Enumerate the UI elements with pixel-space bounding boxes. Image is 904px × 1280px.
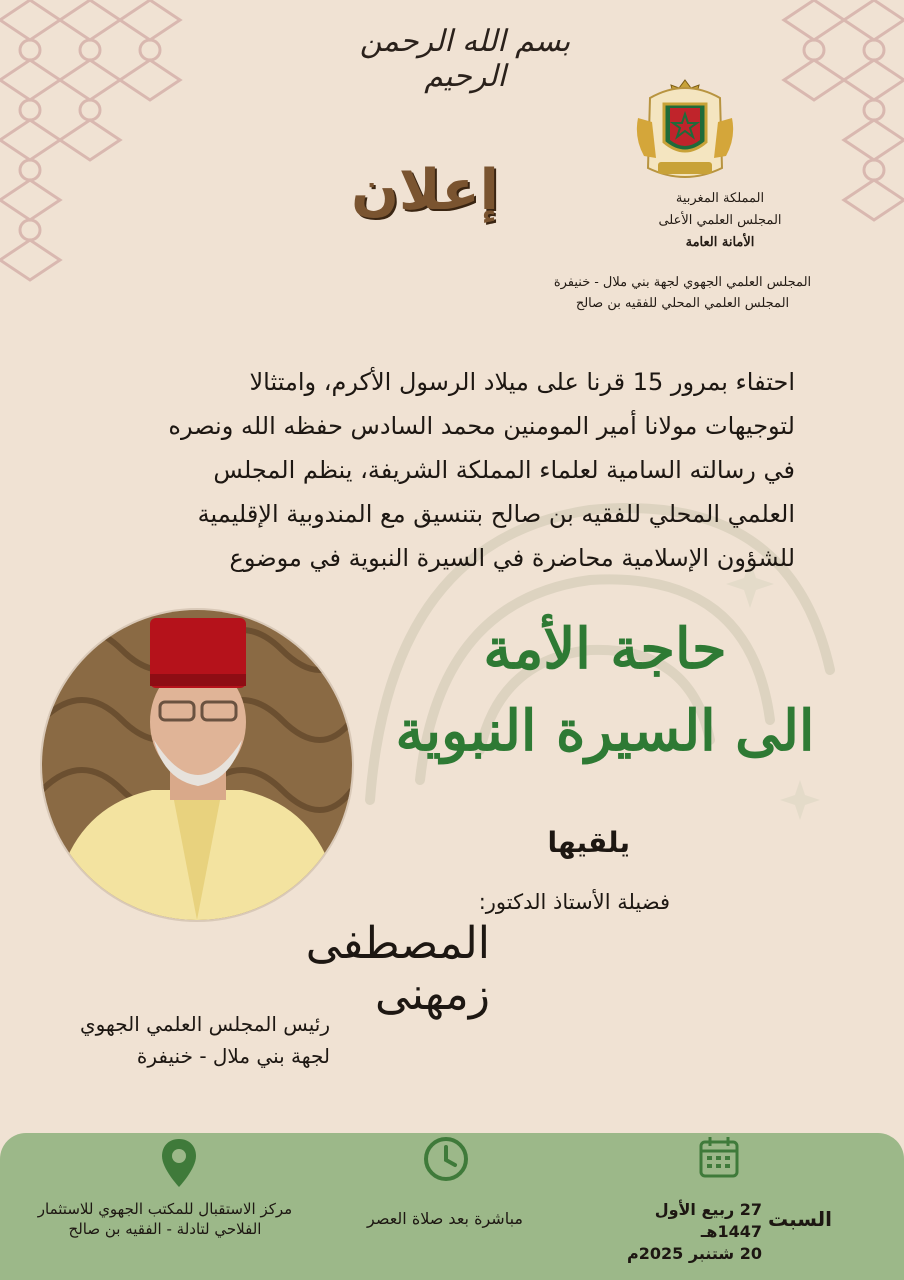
secretariat-label: الأمانة العامة [685, 235, 755, 250]
speaker-role [40, 1008, 330, 1072]
intro-line: للشؤون الإسلامية محاضرة في السيرة النبوية في موضوع [229, 544, 795, 572]
announcement-title: إعلان [351, 158, 499, 223]
speaker-photo [40, 608, 354, 922]
local-council-label: المجلس العلمي المحلي للفقيه بن صالح [575, 296, 790, 311]
basmala: بسم الله الرحمن الرحيم [359, 24, 571, 94]
location-text [20, 1199, 310, 1239]
lecture-title-line: الى السيرة النبوية [395, 698, 815, 764]
speaker-role-line: لجهة بني ملال - خنيفرة [136, 1044, 330, 1068]
location-line: الفلاحي لتادلة - الفقيه بن صالح [68, 1220, 262, 1238]
clock-icon [422, 1135, 470, 1183]
event-info-footer [0, 1133, 904, 1280]
pattern-top-left [0, 0, 190, 290]
date-gregorian: 20 شتنبر 2025م [627, 1244, 762, 1263]
day-label: السبت [767, 1207, 832, 1231]
date-hijri: 27 ربيع الأول 1447هـ [654, 1200, 762, 1241]
intro-line: العلمي المحلي للفقيه بن صالح بتنسيق مع المندوبية الإقليمية [197, 500, 795, 528]
date-text [590, 1199, 762, 1265]
institution-header [600, 188, 840, 254]
calendar-icon [698, 1135, 740, 1179]
intro-line: في رسالته السامية لعلماء المملكة الشريفة، ينظم المجلس [213, 456, 795, 484]
intro-line: لتوجيهات مولانا أمير المومنين محمد السادس حفظه الله ونصره [168, 412, 795, 440]
map-pin-icon [160, 1137, 198, 1189]
regional-council-label: المجلس العلمي الجهوي لجهة بني ملال - خنيفرة [553, 275, 812, 290]
intro-paragraph [50, 360, 795, 580]
honorific-label: فضيلة الأستاذ الدكتور: [478, 890, 670, 914]
coat-of-arms-icon [630, 78, 740, 182]
time-text: مباشرة بعد صلاة العصر [367, 1209, 523, 1228]
council-header [535, 272, 830, 314]
council-label: المجلس العلمي الأعلى [658, 213, 782, 228]
intro-line: احتفاء بمرور 15 قرنا على ميلاد الرسول الأكرم، وامتثالا [249, 368, 795, 396]
speaker-name: المصطفى زمهنى [305, 918, 490, 1020]
speaker-role-line: رئيس المجلس العلمي الجهوي [80, 1012, 330, 1036]
kingdom-label: المملكة المغربية [675, 191, 765, 206]
lecture-title-line: حاجة الأمة [483, 616, 727, 682]
delivered-by-label: يلقيها [547, 826, 630, 859]
lecture-title [370, 608, 840, 772]
location-line: مركز الاستقبال للمكتب الجهوي للاستثمار [37, 1200, 293, 1218]
